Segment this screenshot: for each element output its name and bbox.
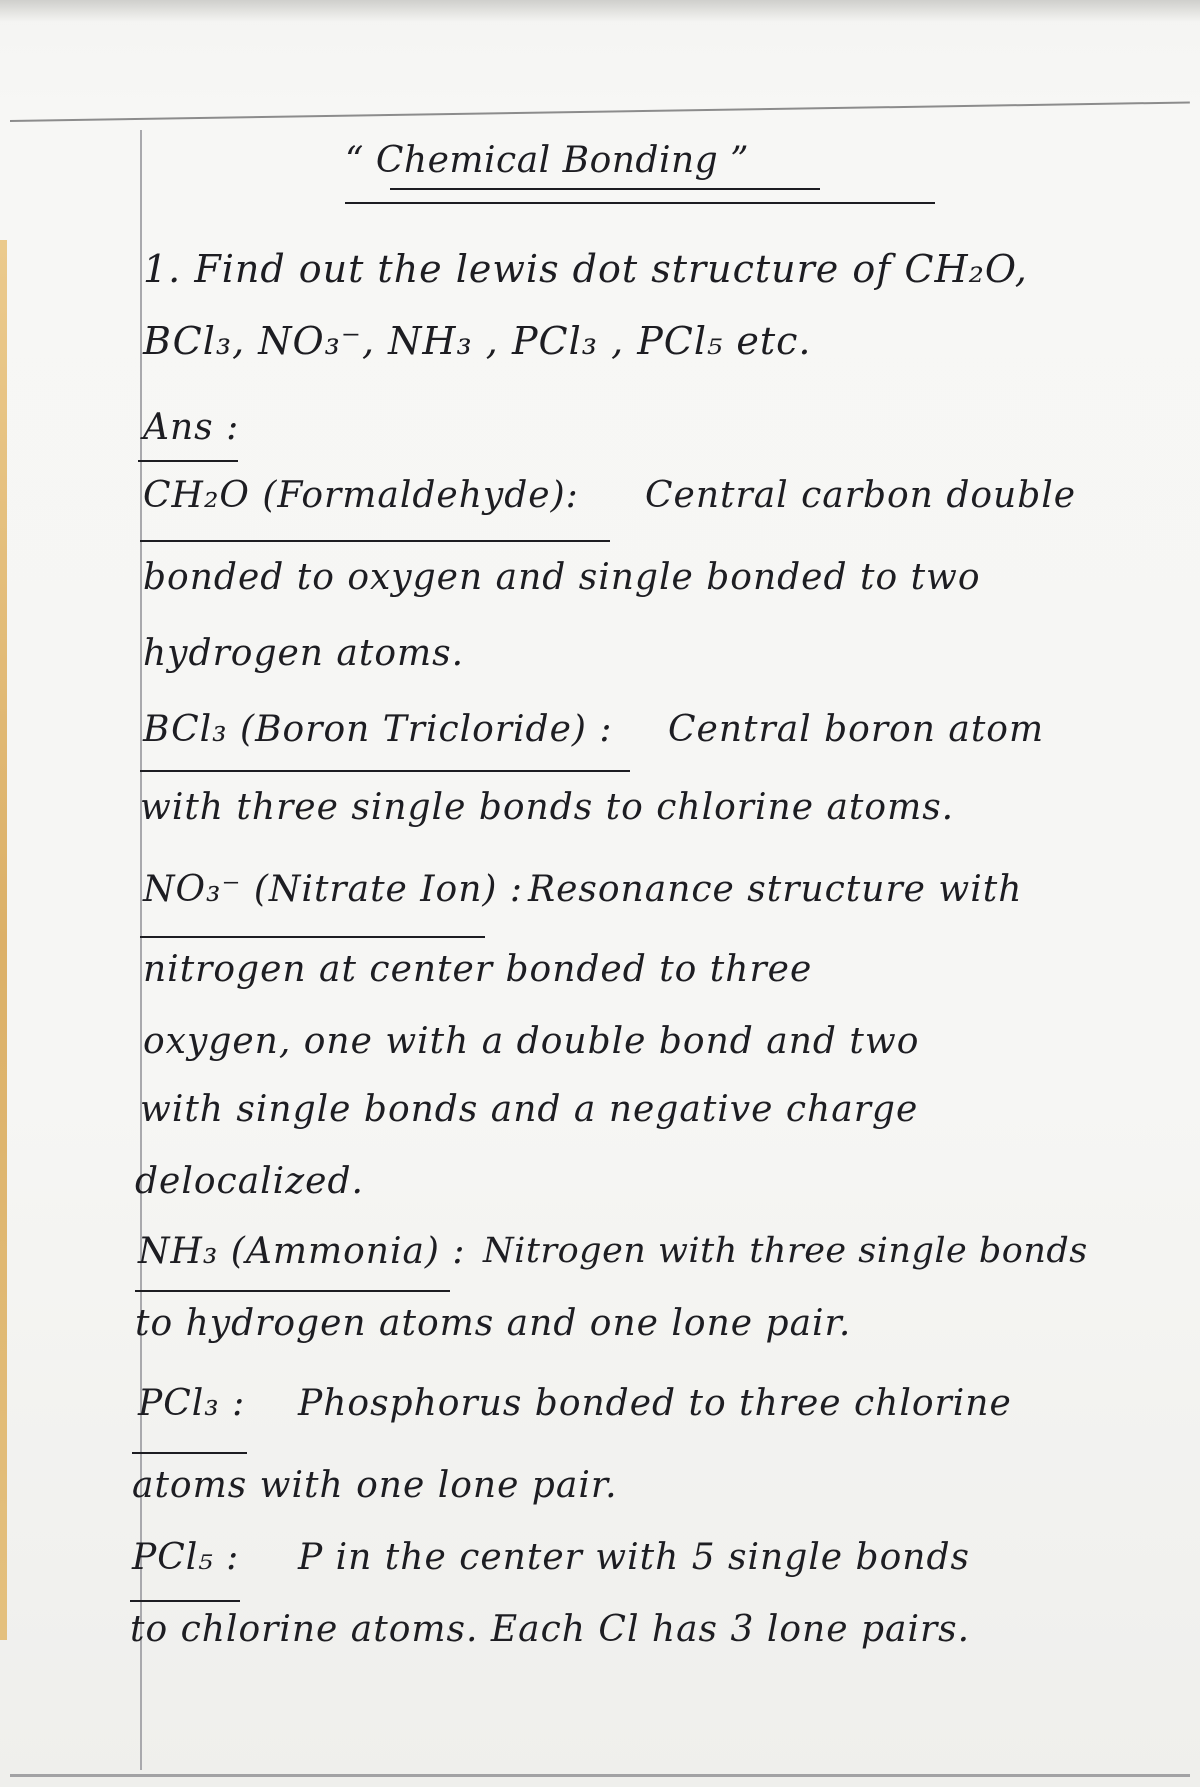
entry-line: bonded to oxygen and single bonded to two	[143, 557, 981, 598]
entry-term: CH₂O (Formaldehyde):	[143, 475, 579, 516]
entry-line: nitrogen at center bonded to three	[143, 949, 813, 990]
answer-label: Ans :	[143, 407, 240, 448]
term-underline	[140, 540, 610, 542]
entry-line: delocalized.	[135, 1161, 364, 1202]
title-underline-2	[345, 202, 935, 204]
margin-line	[140, 130, 142, 1770]
term-underline	[130, 1600, 240, 1602]
page-title: “ Chemical Bonding ”	[345, 140, 750, 181]
entry-line: to hydrogen atoms and one lone pair.	[135, 1303, 852, 1344]
entry-line: atoms with one lone pair.	[132, 1465, 618, 1506]
entry-term: NH₃ (Ammonia) :	[138, 1231, 466, 1272]
entry-line: oxygen, one with a double bond and two	[143, 1021, 920, 1062]
entry-line: with single bonds and a negative charge	[140, 1089, 919, 1130]
entry-line: Central boron atom	[668, 709, 1045, 750]
entry-line: Central carbon double	[645, 475, 1077, 516]
title-underline-1	[390, 188, 820, 190]
entry-line: P in the center with 5 single bonds	[298, 1537, 970, 1578]
term-underline	[135, 1290, 450, 1292]
entry-line: with three single bonds to chlorine atoms.	[140, 787, 955, 828]
page-top-shadow	[0, 0, 1200, 22]
entry-term: PCl₃ :	[138, 1383, 246, 1424]
paper-top-edge	[10, 101, 1190, 122]
entry-line: Phosphorus bonded to three chlorine	[298, 1383, 1012, 1424]
question-line-1: 1. Find out the lewis dot structure of CH₂O,	[143, 247, 1028, 291]
term-underline	[140, 936, 485, 938]
entry-term: NO₃⁻ (Nitrate Ion) :	[143, 869, 523, 910]
entry-line: Nitrogen with three single bonds	[483, 1231, 1088, 1271]
left-binding-strip	[0, 240, 7, 1640]
entry-line: to chlorine atoms. Each Cl has 3 lone pairs.	[130, 1609, 971, 1650]
entry-term: BCl₃ (Boron Tricloride) :	[143, 709, 613, 750]
paper-bottom-edge	[10, 1774, 1190, 1777]
entry-line: hydrogen atoms.	[143, 633, 465, 674]
answer-label-underline	[138, 460, 238, 462]
term-underline	[140, 770, 630, 772]
question-line-2: BCl₃, NO₃⁻, NH₃ , PCl₃ , PCl₅ etc.	[143, 319, 812, 363]
term-underline	[132, 1452, 247, 1454]
entry-term: PCl₅ :	[132, 1537, 240, 1578]
entry-line: Resonance structure with	[528, 869, 1023, 910]
